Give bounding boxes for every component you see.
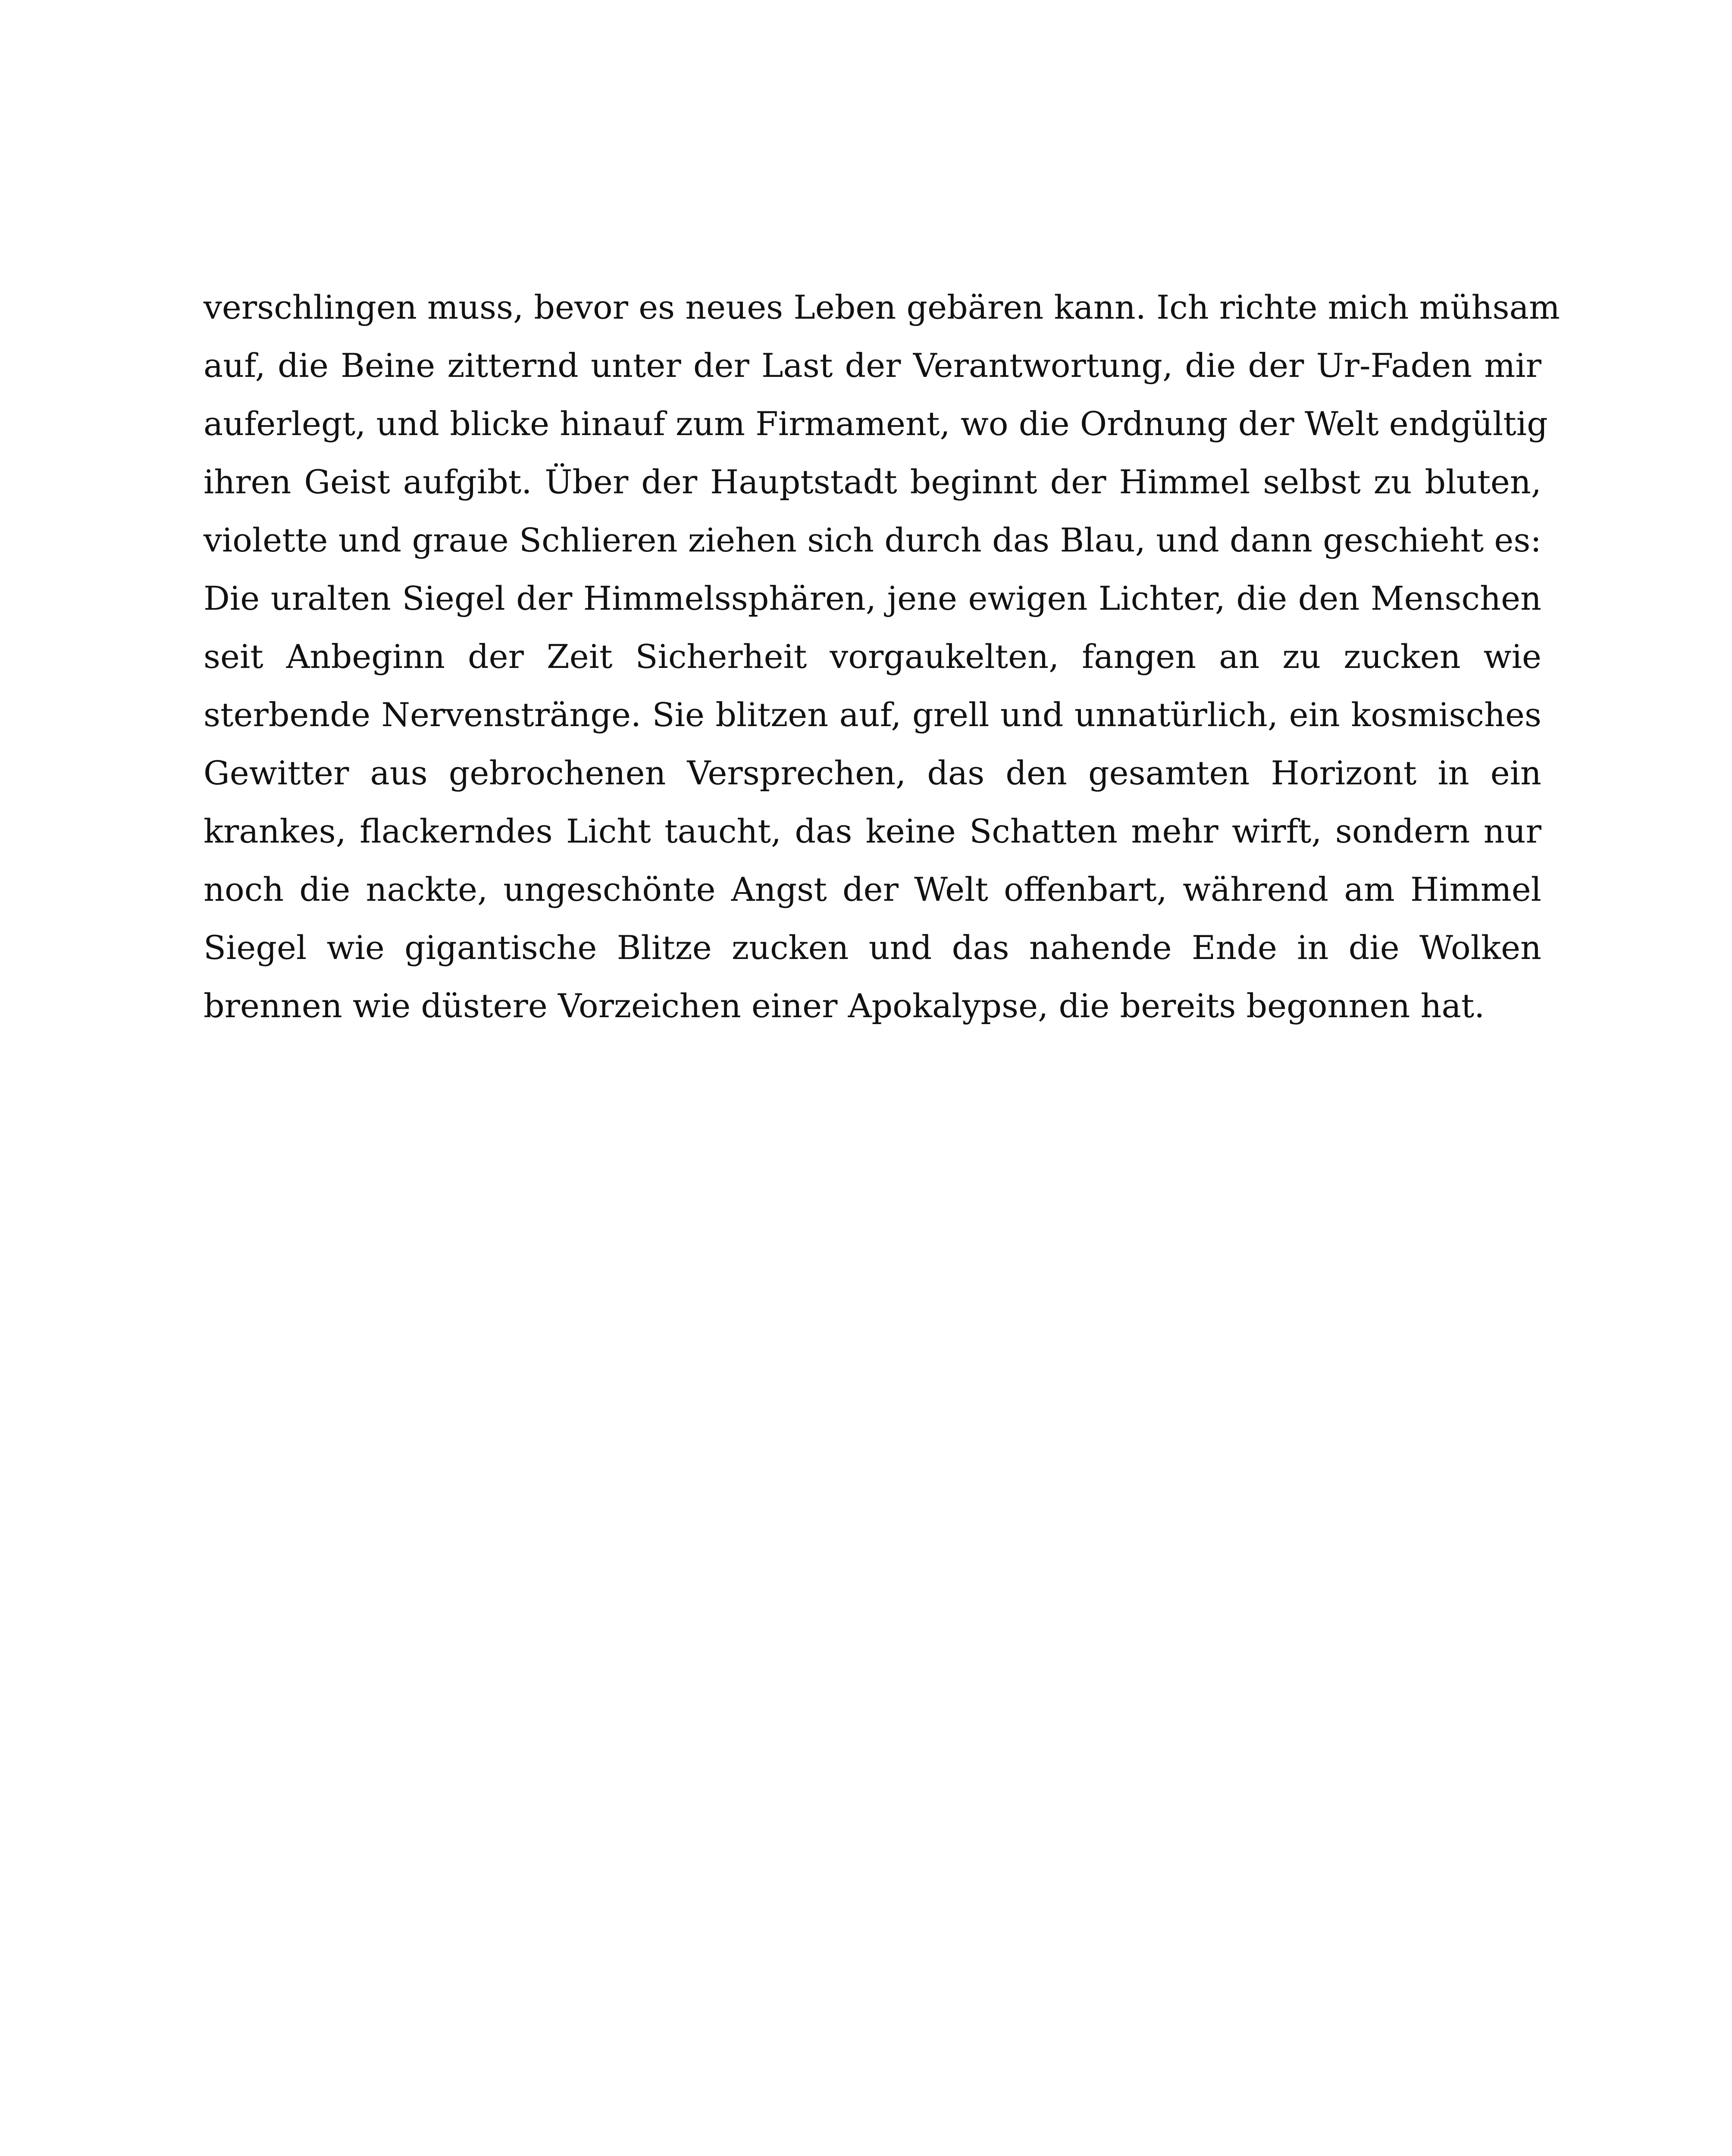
text-line: violette und graue Schlieren ziehen sich durch das Blau, und dann geschieht es: [204,521,1541,559]
text-line: brennen wie düstere Vorzeichen einer Apokalypse, die bereits begonnen hat. [204,987,1485,1025]
body-paragraph [204,278,1560,1035]
text-line: Die uralten Siegel der Himmelssphären, jene ewigen Lichter, die den Menschen [204,579,1541,617]
text-line: noch die nackte, ungeschönte Angst der Welt offenbart, während am Himmel [204,870,1541,909]
text-line: Gewitter aus gebrochenen Versprechen, das den gesamten Horizont in ein [204,754,1541,792]
text-line: seit Anbeginn der Zeit Sicherheit vorgaukelten, fangen an zu zucken wie [204,637,1541,676]
text-line: verschlingen muss, bevor es neues Leben gebären kann. Ich richte mich mühsam [204,288,1560,326]
text-line: Siegel wie gigantische Blitze zucken und das nahende Ende in die Wolken [204,928,1541,967]
text-line: auferlegt, und blicke hinauf zum Firmament, wo die Ordnung der Welt endgültig [204,404,1548,443]
text-line: sterbende Nervenstränge. Sie blitzen auf, grell und unnatürlich, ein kosmisches [204,696,1541,734]
text-line: krankes, flackerndes Licht taucht, das keine Schatten mehr wirft, sondern nur [204,812,1541,850]
text-line: ihren Geist aufgibt. Über der Hauptstadt beginnt der Himmel selbst zu bluten, [204,463,1541,501]
text-line: auf, die Beine zitternd unter der Last der Verantwortung, die der Ur-Faden mir [204,346,1541,385]
